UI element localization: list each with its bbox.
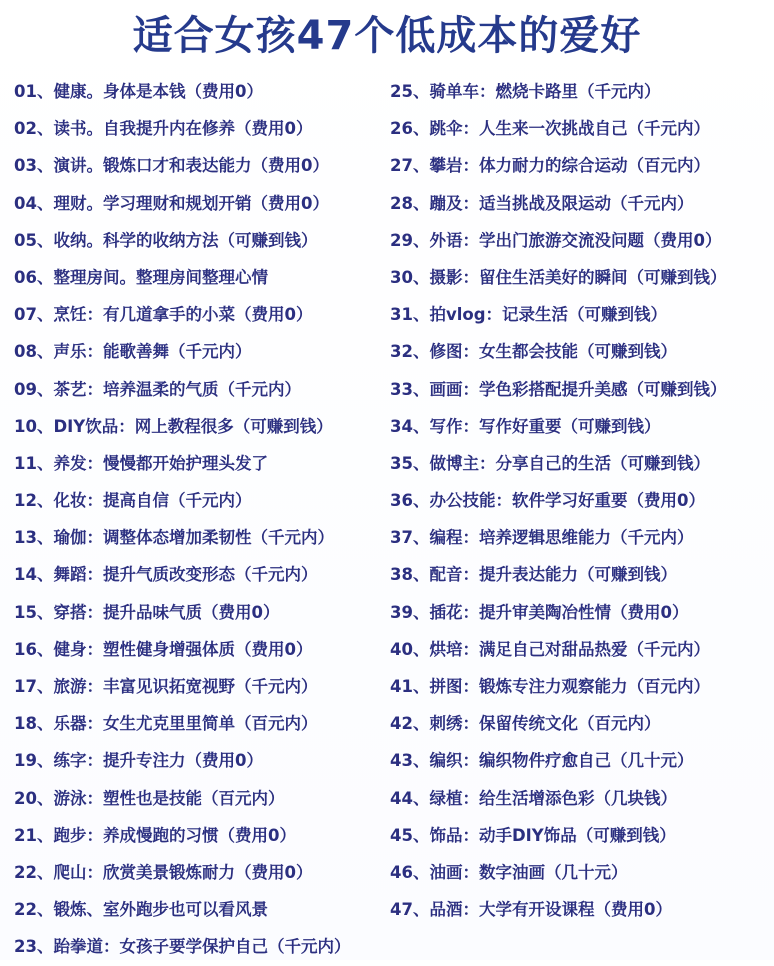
- list-item: 34、写作：写作好重要（可赚到钱）: [390, 416, 661, 436]
- list-item: 39、插花：提升审美陶冶性情（费用0）: [390, 602, 689, 622]
- list-item: 22、爬山：欣赏美景锻炼耐力（费用0）: [14, 862, 313, 882]
- list-item: 22、锻炼、室外跑步也可以看风景: [14, 900, 268, 920]
- list-item: 43、编织：编织物件疗愈自己（几十元）: [390, 751, 694, 771]
- list-item: 25、骑单车：燃烧卡路里（千元内）: [390, 82, 661, 101]
- page-title: 适合女孩47个低成本的爱好: [132, 13, 642, 59]
- list-item: 21、跑步：养成慢跑的习惯（费用0）: [14, 825, 296, 845]
- list-item: 46、油画：数字油画（几十元）: [390, 862, 628, 882]
- list-item: 14、舞蹈：提升气质改变形态（千元内）: [14, 565, 318, 585]
- list-item: 03、演讲。锻炼口才和表达能力（费用0）: [14, 156, 329, 176]
- list-item: 32、修图：女生都会技能（可赚到钱）: [390, 342, 677, 362]
- list-item: 27、攀岩：体力耐力的综合运动（百元内）: [390, 156, 710, 176]
- list-item: 45、饰品：动手DIY饰品（可赚到钱）: [390, 825, 676, 845]
- list-item: 09、茶艺：培养温柔的气质（千元内）: [14, 379, 301, 399]
- list-item: 05、收纳。科学的收纳方法（可赚到钱）: [14, 230, 318, 250]
- list-item: 11、养发：慢慢都开始护理头发了: [14, 453, 268, 473]
- list-item: 35、做博主：分享自己的生活（可赚到钱）: [390, 453, 710, 473]
- list-item: 13、瑜伽：调整体态增加柔韧性（千元内）: [14, 528, 334, 548]
- list-item: 42、刺绣：保留传统文化（百元内）: [390, 714, 661, 734]
- list-item: 44、绿植：给生活增添色彩（几块钱）: [390, 788, 677, 808]
- list-item: 08、声乐：能歌善舞（千元内）: [14, 342, 252, 362]
- hobby-list-right: [390, 73, 770, 928]
- list-item: 41、拼图：锻炼专注力观察能力（百元内）: [390, 677, 710, 696]
- list-item: 01、健康。身体是本钱（费用0）: [14, 82, 263, 101]
- list-item: 36、办公技能：软件学习好重要（费用0）: [390, 491, 705, 511]
- list-item: 38、配音：提升表达能力（可赚到钱）: [390, 565, 677, 585]
- list-item: 47、品酒：大学有开设课程（费用0）: [390, 900, 672, 920]
- list-item: 40、烘培：满足自己对甜品热爱（千元内）: [390, 639, 710, 659]
- list-item: 37、编程：培养逻辑思维能力（千元内）: [390, 528, 694, 548]
- list-item: 30、摄影：留住生活美好的瞬间（可赚到钱）: [390, 267, 727, 287]
- list-item: 23、跆拳道：女孩子要学保护自己（千元内）: [14, 937, 351, 957]
- list-item: 10、DIY饮品：网上教程很多（可赚到钱）: [14, 416, 333, 436]
- list-item: 26、跳伞：人生来一次挑战自己（千元内）: [390, 119, 710, 139]
- list-item: 18、乐器：女生尤克里里简单（百元内）: [14, 714, 318, 734]
- list-item: 19、练字：提升专注力（费用0）: [14, 751, 263, 771]
- list-item: 16、健身：塑性健身增强体质（费用0）: [14, 639, 313, 659]
- list-item: 07、烹饪：有几道拿手的小菜（费用0）: [14, 305, 313, 325]
- list-item: 04、理财。学习理财和规划开销（费用0）: [14, 193, 329, 213]
- list-item: 28、蹦及：适当挑战及限运动（千元内）: [390, 193, 694, 213]
- hobby-list-left: [14, 73, 386, 966]
- list-item: 33、画画：学色彩搭配提升美感（可赚到钱）: [390, 379, 727, 399]
- list-item: 20、游泳：塑性也是技能（百元内）: [14, 788, 285, 808]
- list-item: 31、拍vlog：记录生活（可赚到钱）: [390, 305, 668, 325]
- list-item: 12、化妆：提高自信（千元内）: [14, 491, 252, 511]
- list-item: 17、旅游：丰富见识拓宽视野（千元内）: [14, 677, 318, 696]
- list-item: 02、读书。自我提升内在修养（费用0）: [14, 119, 313, 139]
- list-item: 15、穿搭：提升品味气质（费用0）: [14, 602, 280, 622]
- list-item: 29、外语：学出门旅游交流没问题（费用0）: [390, 230, 722, 250]
- list-item: 06、整理房间。整理房间整理心情: [14, 267, 268, 287]
